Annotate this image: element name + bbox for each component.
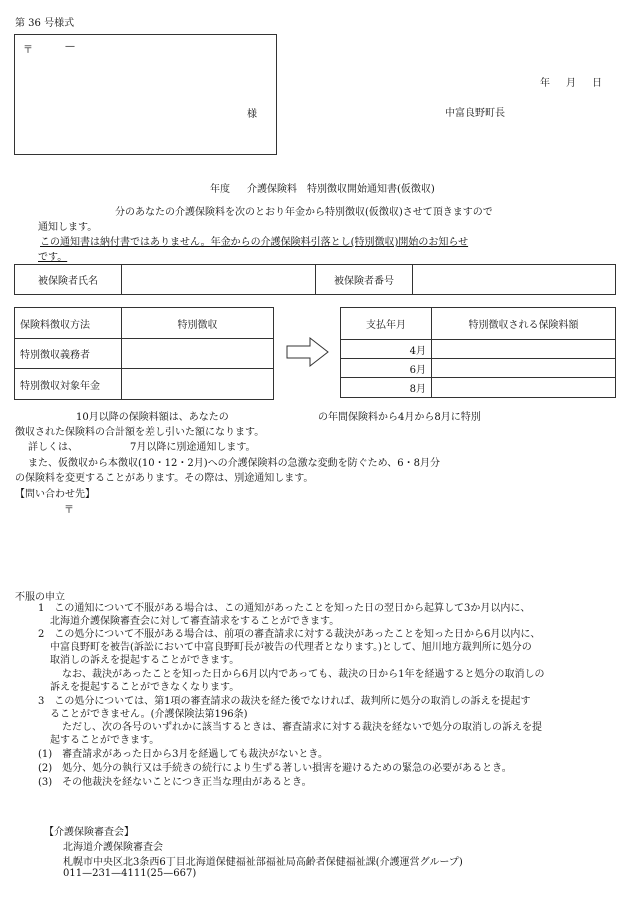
date-year: 年 bbox=[540, 78, 550, 89]
payment-amount bbox=[432, 378, 616, 398]
page-title: 介護保険料 特別徴収開始通知書(仮徴収) bbox=[247, 184, 435, 195]
arrow-right-icon bbox=[286, 336, 330, 368]
appeal-line: (2) 処分、処分の執行又は手続きの続行により生ずる著しい損害を避けるための緊急の必要があるとき。 bbox=[38, 763, 512, 774]
appeal-line: 取消しの訴えを提起することができます。 bbox=[50, 655, 240, 666]
contact-label: 【問い合わせ先】 bbox=[15, 489, 95, 500]
appeal-line: ることができません。(介護保険法第196条) bbox=[50, 709, 248, 720]
payment-month: 8月 bbox=[341, 378, 432, 398]
notice-line2: です。 bbox=[38, 252, 68, 263]
payment-month: 6月 bbox=[341, 359, 432, 378]
insured-number-value bbox=[413, 265, 616, 295]
body-p1c: 徴収された保険料の合計額を差し引いた額になります。 bbox=[15, 427, 265, 438]
insured-name-label: 被保険者氏名 bbox=[15, 265, 122, 295]
appeal-line: 中富良野町を被告(訴訟において中富良野町長が被告の代理者となります。)として、旭川地方裁判所に処分の bbox=[50, 642, 532, 653]
form-number: 第 36 号様式 bbox=[15, 18, 75, 29]
pension-value bbox=[122, 369, 274, 400]
committee-label: 【介護保険審査会】 bbox=[44, 827, 134, 838]
body-p3a: また、仮徴収から本徴収(10・12・2月)への介護保険料の急激な変動を防ぐため、6・8月分 bbox=[28, 458, 440, 469]
payment-month: 4月 bbox=[341, 340, 432, 359]
notice-line1: この通知書は納付書ではありません。年金からの介護保険料引落とし(特別徴収)開始のお知らせ bbox=[40, 237, 469, 248]
method-label: 保険料徴収方法 bbox=[15, 308, 122, 339]
appeal-line: 1 この通知について不服がある場合は、この通知があったことを知った日の翌日から起算して3か月以内に、 bbox=[38, 603, 531, 614]
body-p2a: 詳しくは、 bbox=[28, 442, 78, 453]
committee-address: 札幌市中央区北3条西6丁目北海道保健福祉部福祉局高齢者保健福祉課(介護運営グループ) bbox=[63, 857, 463, 868]
postal-mark: 〒 bbox=[23, 45, 33, 56]
sender: 中富良野町長 bbox=[445, 108, 505, 119]
address-box bbox=[14, 34, 277, 155]
obligor-label: 特別徴収義務者 bbox=[15, 339, 122, 369]
payment-table bbox=[340, 307, 616, 398]
appeal-line: 北海道介護保険審査会に対して審査請求をすることができます。 bbox=[50, 616, 340, 627]
appeal-line: 起することができます。 bbox=[50, 735, 160, 746]
date-day: 日 bbox=[592, 78, 602, 89]
appeal-heading: 不服の申立 bbox=[15, 592, 65, 603]
method-value: 特別徴収 bbox=[122, 308, 274, 339]
body-p3b: の保険料を変更することがあります。その際は、別途通知します。 bbox=[15, 473, 314, 484]
committee-name: 北海道介護保険審査会 bbox=[63, 842, 163, 853]
appeal-line: 訴えを提起することができなくなります。 bbox=[50, 682, 240, 693]
insured-table bbox=[14, 264, 616, 295]
payment-amount bbox=[432, 359, 616, 378]
appeal-line: 2 この処分について不服がある場合は、前項の審査請求に対する裁決があったことを知った日から6月以内に、 bbox=[38, 629, 541, 640]
appeal-line: ただし、次の各号のいずれかに該当するときは、審査請求に対する裁決を経ないで処分の取消しの訴えを提 bbox=[62, 722, 542, 733]
contact-postal-mark: 〒 bbox=[64, 505, 74, 516]
appeal-line: (1) 審査請求があった日から3月を経過しても裁決がないとき。 bbox=[38, 749, 329, 760]
honorific-sama: 様 bbox=[247, 109, 257, 120]
postal-dash: — bbox=[65, 41, 75, 52]
insured-number-label: 被保険者番号 bbox=[316, 265, 413, 295]
collection-table bbox=[14, 307, 274, 400]
pension-label: 特別徴収対象年金 bbox=[15, 369, 122, 400]
appeal-line: なお、裁決があったことを知った日から6月以内であっても、裁決の日から1年を経過すると処分の取消しの bbox=[62, 669, 545, 680]
body-p1a: 10月以降の保険料額は、あなたの bbox=[76, 412, 229, 423]
intro-line2: 通知します。 bbox=[38, 222, 98, 233]
payment-month-header: 支払年月 bbox=[341, 308, 432, 340]
date-month: 月 bbox=[566, 78, 576, 89]
payment-amount bbox=[432, 340, 616, 359]
appeal-line: (3) その他裁決を経ないことにつき正当な理由があるとき。 bbox=[38, 777, 312, 788]
title-year-label: 年度 bbox=[210, 184, 230, 195]
body-p2b: 7月以降に別途通知します。 bbox=[130, 442, 256, 453]
appeal-line: 3 この処分については、第1項の審査請求の裁決を経た後でなければ、裁判所に処分の取消しの訴えを提起す bbox=[38, 696, 531, 707]
insured-name-value bbox=[122, 265, 316, 295]
payment-amount-header: 特別徴収される保険料額 bbox=[432, 308, 616, 340]
obligor-value bbox=[122, 339, 274, 369]
intro-line1: 分のあなたの介護保険料を次のとおり年金から特別徴収(仮徴収)させて頂きますので bbox=[115, 207, 493, 218]
body-p1b: の年間保険料から4月から8月に特別 bbox=[318, 412, 481, 423]
committee-phone: 011—231—4111(25—667) bbox=[63, 868, 197, 879]
